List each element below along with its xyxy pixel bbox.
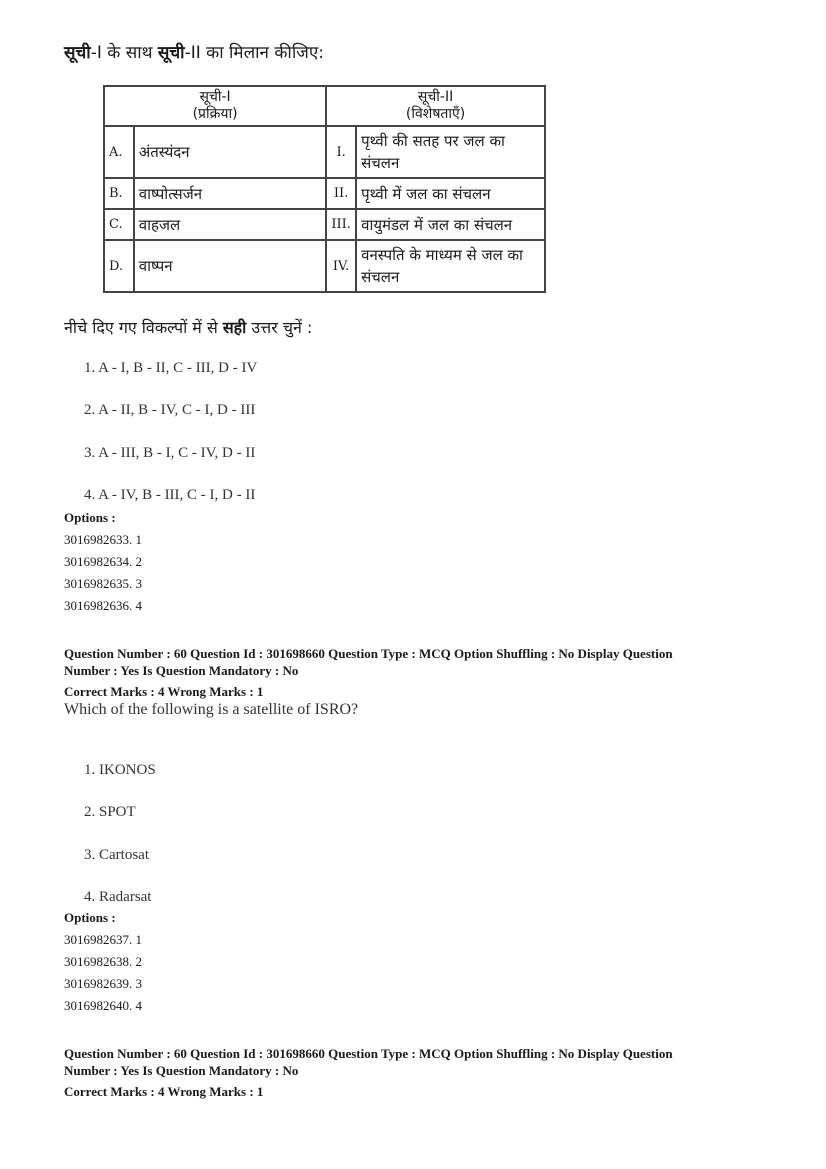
list-2-subtitle: (विशेषताएँ): [405, 106, 466, 122]
option-id: 3016982634. 2: [64, 554, 142, 569]
choice-4: 4. A - IV, B - III, C - I, D - II: [84, 487, 256, 503]
row-key-right: III.: [326, 209, 356, 240]
option-id: 3016982635. 3: [64, 576, 142, 591]
list-1-subtitle: (प्रक्रिया): [192, 106, 238, 122]
marks-line: Correct Marks : 4 Wrong Marks : 1: [64, 1084, 264, 1099]
table-row: [104, 126, 545, 178]
option-id: 3016982633. 1: [64, 532, 142, 547]
meta-line: Question Number : 60 Question Id : 301698660 Question Type : MCQ Option Shuffling : No Display Question: [64, 646, 673, 661]
choice-2: 2. SPOT: [84, 804, 136, 820]
list-1-title: सूची-I: [199, 89, 231, 105]
option-id: 3016982638. 2: [64, 954, 142, 969]
option-id: 3016982637. 1: [64, 932, 142, 947]
row-text-right: वायुमंडल में जल का संचलन: [356, 209, 545, 240]
row-key-left: C.: [104, 209, 134, 240]
row-text-right: पृथ्वी की सतह पर जल का संचलन: [356, 126, 545, 178]
question-meta: [64, 1045, 764, 1100]
row-key-left: B.: [104, 178, 134, 209]
options-label: Options :: [64, 910, 116, 925]
prompt-bold: सही: [222, 318, 247, 337]
row-text-left: वाष्पन: [134, 240, 326, 292]
row-text-right: पृथ्वी में जल का संचलन: [356, 178, 545, 209]
options-label: Options :: [64, 510, 116, 525]
row-key-left: A.: [104, 126, 134, 178]
list-2-header: [326, 86, 545, 126]
heading-bold-part: सूची: [64, 43, 91, 63]
row-text-right: वनस्पति के माध्यम से जल का संचलन: [356, 240, 545, 292]
list-2-title: सूची-II: [417, 89, 454, 105]
row-text-left: वाहजल: [134, 209, 326, 240]
choice-2: 2. A - II, B - IV, C - I, D - III: [84, 402, 256, 418]
meta-line: Number : Yes Is Question Mandatory : No: [64, 1063, 299, 1078]
choice-4: 4. Radarsat: [84, 889, 152, 905]
prompt-text: उत्तर चुनें :: [246, 318, 313, 337]
matching-table: [103, 85, 546, 293]
question-heading: [64, 40, 324, 63]
marks-line: Correct Marks : 4 Wrong Marks : 1: [64, 684, 264, 699]
choice-1: 1. A - I, B - II, C - III, D - IV: [84, 360, 258, 376]
list-1-header: [104, 86, 326, 126]
row-key-left: D.: [104, 240, 134, 292]
heading-text-part: -II का मिलान कीजिए:: [184, 43, 324, 63]
option-id: 3016982640. 4: [64, 998, 142, 1013]
row-text-left: अंतस्यंदन: [134, 126, 326, 178]
prompt-text: नीचे दिए गए विकल्पों में से: [64, 318, 223, 337]
table-row: [104, 178, 545, 209]
row-key-right: IV.: [326, 240, 356, 292]
heading-text-part: -I के साथ: [90, 43, 158, 63]
question-meta: [64, 645, 764, 700]
row-text-left: वाष्पोत्सर्जन: [134, 178, 326, 209]
option-id: 3016982636. 4: [64, 598, 142, 613]
table-header-row: [104, 86, 545, 126]
choice-1: 1. IKONOS: [84, 762, 156, 778]
meta-line: Question Number : 60 Question Id : 301698660 Question Type : MCQ Option Shuffling : No Display Question: [64, 1046, 673, 1061]
choice-3: 3. A - III, B - I, C - IV, D - II: [84, 445, 256, 461]
row-key-right: II.: [326, 178, 356, 209]
answer-prompt: [64, 316, 312, 338]
table-row: [104, 209, 545, 240]
row-key-right: I.: [326, 126, 356, 178]
table-row: [104, 240, 545, 292]
option-id: 3016982639. 3: [64, 976, 142, 991]
meta-line: Number : Yes Is Question Mandatory : No: [64, 663, 299, 678]
question-text: Which of the following is a satellite of ISRO?: [64, 701, 359, 718]
choice-3: 3. Cartosat: [84, 847, 149, 863]
heading-bold-part: सूची: [157, 43, 185, 63]
